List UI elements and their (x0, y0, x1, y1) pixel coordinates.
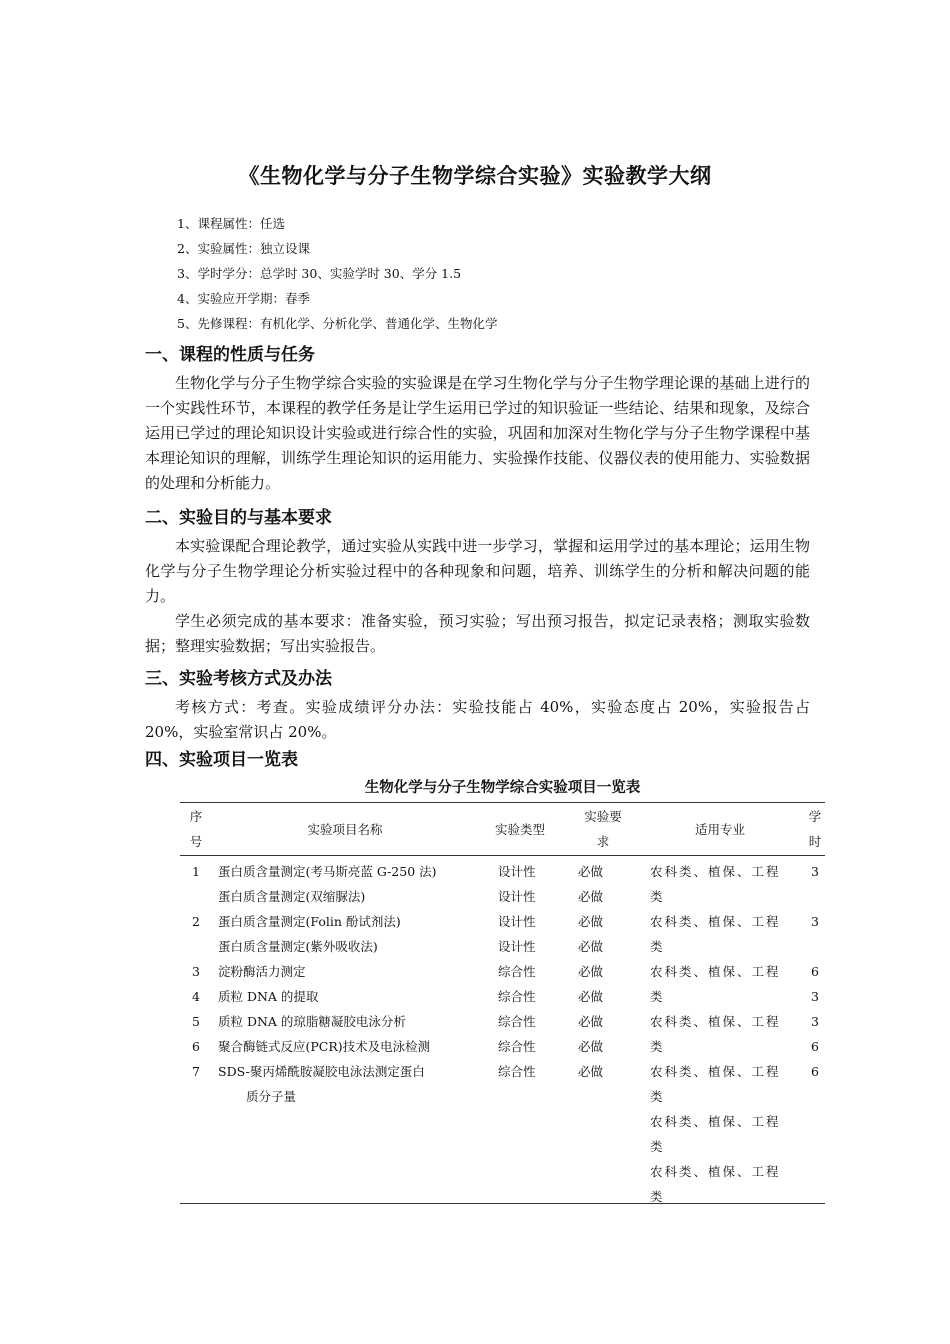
course-attributes (177, 214, 497, 339)
header-type: 实验类型 (494, 822, 545, 837)
column-num (188, 859, 204, 1084)
num-cell: 5 (192, 1014, 200, 1029)
header-num-1: 序 (189, 809, 203, 824)
section-heading: 一、课程的性质与任务 (145, 345, 315, 365)
major-cell: 农科类、植保、工程 (650, 914, 781, 929)
column-hours (807, 859, 823, 1084)
type-cell: 综合性 (498, 964, 536, 979)
name-cell: 蛋白质含量测定(考马斯亮蓝 G-250 法) (218, 864, 437, 879)
header-major: 适用专业 (694, 822, 745, 837)
major-cell: 类 (650, 1139, 665, 1154)
attribute-line: 2、实验属性：独立设课 (177, 241, 310, 256)
req-cell: 必做 (578, 939, 604, 954)
hours-cell: 6 (811, 1039, 819, 1054)
column-name (218, 859, 468, 1109)
table-body (180, 856, 825, 1203)
major-cell: 类 (650, 939, 665, 954)
table-header (180, 803, 825, 856)
type-cell: 设计性 (498, 889, 536, 904)
hours-cell: 3 (811, 1014, 819, 1029)
column-type (498, 859, 546, 1084)
column-major (650, 859, 790, 1209)
header-hours-1: 学 (808, 809, 822, 824)
major-cell: 农科类、植保、工程 (650, 1064, 781, 1079)
req-cell: 必做 (578, 1039, 604, 1054)
hours-cell: 3 (811, 989, 819, 1004)
name-cell: 聚合酶链式反应(PCR)技术及电泳检测 (218, 1039, 431, 1054)
type-cell: 综合性 (498, 989, 536, 1004)
type-cell: 综合性 (498, 1014, 536, 1029)
num-cell: 1 (192, 864, 200, 879)
section-nature-and-task (145, 343, 810, 496)
num-cell: 2 (192, 914, 200, 929)
section-heading: 三、实验考核方式及办法 (145, 669, 332, 689)
project-table (180, 802, 825, 1204)
name-cell: 质粒 DNA 的提取 (218, 989, 319, 1004)
header-name: 实验项目名称 (307, 822, 383, 837)
major-cell: 农科类、植保、工程 (650, 864, 781, 879)
header-num-2: 号 (189, 834, 203, 849)
num-cell: 6 (192, 1039, 200, 1054)
name-cell: SDS-聚丙烯酰胺凝胶电泳法测定蛋白 (218, 1064, 425, 1079)
major-cell: 类 (650, 1089, 665, 1104)
name-cell: 淀粉酶活力测定 (218, 964, 306, 979)
hours-cell (807, 934, 823, 959)
name-cell: 蛋白质含量测定(Folin 酚试剂法) (218, 914, 401, 929)
section-paragraph: 考核方式：考查。实验成绩评分办法：实验技能占 40%，实验态度占 20%，实验报告占 20%，实验室常识占 20%。 (145, 698, 810, 741)
hours-cell: 6 (811, 1064, 819, 1079)
name-cell: 质分子量 (246, 1089, 297, 1104)
req-cell: 必做 (578, 864, 604, 879)
major-cell: 类 (650, 989, 665, 1004)
name-cell: 质粒 DNA 的琼脂糖凝胶电泳分析 (218, 1014, 406, 1029)
document-title: 《生物化学与分子生物学综合实验》实验教学大纲 (238, 164, 712, 188)
column-requirement (578, 859, 614, 1084)
major-cell: 农科类、植保、工程 (650, 1014, 781, 1029)
type-cell: 设计性 (498, 864, 536, 879)
hours-cell: 6 (811, 964, 819, 979)
attribute-line: 1、课程属性：任选 (177, 216, 285, 231)
header-req-1: 实验要 (584, 809, 622, 824)
num-cell (188, 884, 204, 909)
major-cell: 类 (650, 1189, 665, 1204)
req-cell: 必做 (578, 1064, 604, 1079)
section-heading: 四、实验项目一览表 (145, 750, 298, 770)
num-cell (188, 934, 204, 959)
header-req-2: 求 (596, 834, 610, 849)
type-cell: 综合性 (498, 1064, 536, 1079)
req-cell: 必做 (578, 989, 604, 1004)
num-cell: 3 (192, 964, 200, 979)
major-cell: 农科类、植保、工程 (650, 1114, 781, 1129)
type-cell: 设计性 (498, 914, 536, 929)
section-assessment (145, 667, 810, 745)
type-cell: 设计性 (498, 939, 536, 954)
section-heading: 二、实验目的与基本要求 (145, 508, 332, 528)
table-caption: 生物化学与分子生物学综合实验项目一览表 (364, 780, 641, 796)
req-cell: 必做 (578, 1014, 604, 1029)
major-cell: 类 (650, 889, 665, 904)
major-cell: 农科类、植保、工程 (650, 1164, 781, 1179)
name-cell: 蛋白质含量测定(双缩脲法) (218, 889, 366, 904)
major-cell: 类 (650, 1039, 665, 1054)
req-cell: 必做 (578, 914, 604, 929)
hours-cell: 3 (811, 914, 819, 929)
section-paragraph: 本实验课配合理论教学，通过实验从实践中进一步学习，掌握和运用学过的基本理论；运用生物化学与分子生物学理论分析实验过程中的各种现象和问题，培养、训练学生的分析和解决问题的能力。 (145, 537, 810, 605)
hours-cell: 3 (811, 864, 819, 879)
section-project-list (145, 748, 810, 772)
num-cell: 7 (192, 1064, 200, 1079)
req-cell: 必做 (578, 964, 604, 979)
major-cell: 农科类、植保、工程 (650, 964, 781, 979)
section-paragraph: 学生必须完成的基本要求：准备实验，预习实验；写出预习报告，拟定记录表格；测取实验数据；整理实验数据；写出实验报告。 (145, 612, 810, 655)
req-cell: 必做 (578, 889, 604, 904)
section-paragraph: 生物化学与分子生物学综合实验的实验课是在学习生物化学与分子生物学理论课的基础上进行的一个实践性环节，本课程的教学任务是让学生运用已学过的知识验证一些结论、结果和现象，及综合运用已学过的理论知识设计实验或进行综合性的实验，巩固和加深对生物化学与分子生物学课程中基本理论知识的理解，训练学生理论知识的运用能力、实验操作技能、仪器仪表的使用能力、实验数据的处理和分析能力。 (145, 374, 810, 492)
hours-cell (807, 884, 823, 909)
attribute-line: 4、实验应开学期：春季 (177, 291, 310, 306)
attribute-line: 3、学时学分：总学时 30、实验学时 30、学分 1.5 (177, 266, 462, 281)
section-goals-and-requirements (145, 506, 810, 659)
header-hours-2: 时 (808, 834, 822, 849)
attribute-line: 5、先修课程：有机化学、分析化学、普通化学、生物化学 (177, 316, 498, 331)
name-cell: 蛋白质含量测定(紫外吸收法) (218, 939, 378, 954)
type-cell: 综合性 (498, 1039, 536, 1054)
num-cell: 4 (192, 989, 200, 1004)
